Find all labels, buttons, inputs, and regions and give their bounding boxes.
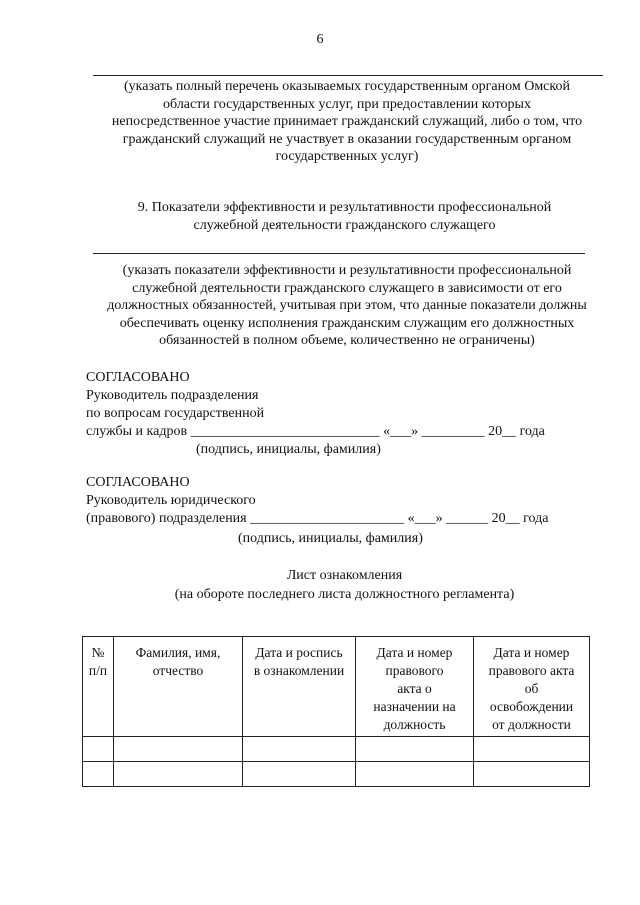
section-9-note-line: служебной деятельности гражданского служащего в зависимости от его	[132, 280, 562, 296]
header-line: акта о	[397, 681, 432, 696]
table-cell	[356, 737, 474, 762]
column-header-ack-date	[243, 637, 356, 737]
header-line: отчество	[152, 663, 204, 678]
approval-signature-line: службы и кадров ___________________________ «___» _________ 20__ года	[86, 424, 545, 439]
table-cell	[356, 762, 474, 787]
header-line: освобождении	[489, 699, 574, 714]
section-9-title-line: 9. Показатели эффективности и результативности профессиональной	[137, 200, 552, 215]
section-9-note-line: обеспечивать оценку исполнения гражданским служащим его должностных	[119, 315, 575, 331]
section-9-note-line: должностных обязанностей, учитывая при этом, что данные показатели должны	[107, 298, 587, 313]
column-header-dismissal	[474, 637, 590, 737]
approval-heading: СОГЛАСОВАНО	[86, 475, 190, 490]
table-cell	[243, 762, 356, 787]
ack-table	[82, 636, 590, 787]
approval-position-line: Руководитель юридического	[86, 493, 256, 508]
header-line: об	[524, 681, 539, 696]
section-9-note	[82, 262, 612, 350]
services-note-line: непосредственное участие принимает гражданский служащий, либо о том, что	[111, 114, 583, 129]
ack-sheet-title: Лист ознакомления	[286, 568, 403, 583]
signature-caption: (подпись, инициалы, фамилия)	[196, 442, 381, 457]
approval-signature-line: (правового) подразделения ______________________ «___» ______ 20__ года	[86, 511, 549, 526]
header-line: Дата и номер	[493, 645, 570, 660]
fill-in-line-indicators	[93, 253, 585, 254]
table-cell	[83, 762, 114, 787]
header-line: Фамилия, имя,	[135, 645, 221, 660]
table-header-row	[83, 637, 590, 737]
approval-block-hr	[86, 369, 545, 441]
approval-heading: СОГЛАСОВАНО	[86, 370, 190, 385]
page-number: 6	[316, 32, 324, 47]
ack-sheet-subtitle: (на обороте последнего листа должностного регламента)	[174, 587, 515, 602]
header-line: правового акта	[488, 663, 575, 678]
services-note-line: (указать полный перечень оказываемых государственным органом Омской	[124, 79, 570, 94]
section-9-title-line: служебной деятельности гражданского служащего	[193, 218, 496, 233]
table-cell	[83, 737, 114, 762]
table-row	[83, 737, 590, 762]
section-9-note-line: (указать показатели эффективности и результативности профессиональной	[122, 263, 572, 278]
table-cell	[474, 762, 590, 787]
section-9-note-line: обязанностей в полном объеме, количественно не ограничены)	[159, 333, 535, 348]
header-line: правового	[385, 663, 444, 678]
header-line: №	[91, 645, 105, 660]
section-9-title	[82, 199, 607, 235]
fill-in-line-services	[93, 75, 603, 76]
services-note-line: государственных услуг)	[275, 149, 419, 164]
column-header-name	[114, 637, 243, 737]
services-note-line: гражданский служащий не участвует в оказании государственным органом	[122, 131, 572, 147]
approval-position-line: по вопросам государственной	[86, 406, 265, 421]
header-line: п/п	[88, 663, 108, 678]
approval-block-legal	[86, 474, 548, 528]
services-note-line: области государственных услуг, при предоставлении которых	[163, 96, 531, 112]
header-line: Дата и роспись	[255, 645, 343, 660]
header-line: от должности	[492, 717, 571, 732]
table-cell	[114, 762, 243, 787]
table-cell	[474, 737, 590, 762]
header-line: в ознакомлении	[253, 663, 345, 678]
approval-position-line: Руководитель подразделения	[86, 388, 259, 403]
header-line: назначении на	[373, 699, 456, 714]
table-cell	[243, 737, 356, 762]
header-line: Дата и номер	[376, 645, 453, 660]
services-note	[82, 78, 612, 166]
ack-sheet-heading	[82, 566, 607, 604]
column-header-appointment	[356, 637, 474, 737]
table-row	[83, 762, 590, 787]
signature-caption: (подпись, инициалы, фамилия)	[238, 531, 423, 546]
table-cell	[114, 737, 243, 762]
column-header-number	[83, 637, 114, 737]
header-line: должность	[383, 717, 446, 732]
